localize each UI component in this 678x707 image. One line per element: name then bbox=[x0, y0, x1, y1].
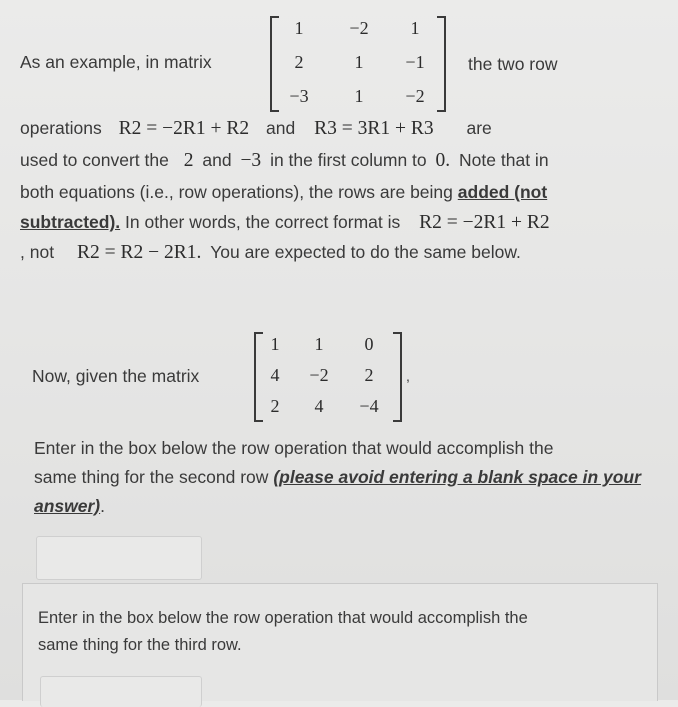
text-run: and bbox=[266, 118, 296, 138]
text-run: You are expected to do the same below. bbox=[210, 242, 521, 262]
example-lead-text: As an example, in matrix bbox=[20, 52, 212, 72]
question-1-line-2 bbox=[34, 467, 641, 488]
question-2-line-1: Enter in the box below the row operation that would accomplish the bbox=[38, 609, 528, 627]
math-value: −3 bbox=[240, 150, 262, 171]
matrix-cell: 1 bbox=[314, 334, 324, 354]
text-run: , not bbox=[20, 242, 55, 262]
matrix-cell: 1 bbox=[354, 52, 364, 72]
right-bracket bbox=[437, 16, 446, 112]
matrix-cell: 2 bbox=[294, 52, 304, 72]
question-2-line-2: same thing for the third row. bbox=[38, 636, 242, 654]
matrix-cell: 4 bbox=[314, 396, 324, 416]
text-run: . bbox=[100, 496, 106, 516]
paragraph-line-4 bbox=[20, 212, 550, 234]
matrix-cell: −4 bbox=[359, 396, 379, 416]
matrix-cell: −2 bbox=[349, 18, 369, 38]
second-row-answer-input[interactable] bbox=[36, 536, 202, 580]
matrix-cell: 2 bbox=[364, 365, 374, 385]
right-bracket bbox=[393, 332, 402, 422]
paragraph-line-2 bbox=[20, 150, 549, 172]
matrix-cell: −2 bbox=[405, 86, 425, 106]
text-run: Note that in bbox=[459, 150, 549, 170]
text-run: both equations (i.e., row operations), the rows are being bbox=[20, 182, 453, 202]
paragraph-line-5 bbox=[20, 242, 521, 264]
given-matrix bbox=[254, 330, 402, 422]
text-run: are bbox=[466, 118, 492, 138]
matrix-cell: 0 bbox=[364, 334, 374, 354]
given-lead-text: Now, given the matrix bbox=[32, 366, 200, 386]
text-run: used to convert the bbox=[20, 150, 169, 170]
emphasis-text: (please avoid entering a blank space in your bbox=[273, 467, 641, 487]
matrix-cell: −2 bbox=[309, 365, 329, 385]
row-operation: R3 = 3R1 + R3 bbox=[314, 118, 434, 139]
math-value: 2 bbox=[183, 150, 194, 171]
row-operation: R2 = R2 − 2R1. bbox=[76, 242, 202, 263]
matrix-cell: 4 bbox=[270, 365, 280, 385]
matrix-cell: −3 bbox=[289, 86, 309, 106]
paragraph-line-3 bbox=[20, 182, 547, 203]
example-matrix bbox=[270, 14, 446, 112]
text-run: in the first column to bbox=[270, 150, 427, 170]
given-trail-comma: , bbox=[406, 368, 410, 384]
paragraph-line-1 bbox=[20, 118, 492, 140]
text-run: and bbox=[202, 150, 232, 170]
matrix-cell: 1 bbox=[410, 18, 420, 38]
text-run: same thing for the second row bbox=[34, 467, 269, 487]
emphasis-text: answer) bbox=[34, 496, 101, 516]
emphasis-text: subtracted). bbox=[20, 212, 121, 232]
text-run: In other words, the correct format is bbox=[125, 212, 401, 232]
third-row-answer-input[interactable] bbox=[40, 676, 202, 707]
matrix-cell: −1 bbox=[405, 52, 425, 72]
question-1-line-1: Enter in the box below the row operation that would accomplish the bbox=[34, 438, 554, 458]
matrix-cell: 1 bbox=[294, 18, 304, 38]
matrix-cell: 1 bbox=[354, 86, 364, 106]
math-value: 0. bbox=[435, 150, 451, 171]
emphasis-text: added (not bbox=[457, 182, 548, 202]
row-operation: R2 = −2R1 + R2 bbox=[118, 118, 250, 139]
text-run: operations bbox=[20, 118, 102, 138]
row-operation: R2 = −2R1 + R2 bbox=[419, 212, 550, 233]
example-trail-text: the two row bbox=[468, 54, 558, 74]
left-bracket bbox=[270, 16, 279, 112]
question-1-line-3 bbox=[34, 496, 105, 517]
matrix-cell: 1 bbox=[270, 334, 280, 354]
matrix-cell: 2 bbox=[270, 396, 280, 416]
